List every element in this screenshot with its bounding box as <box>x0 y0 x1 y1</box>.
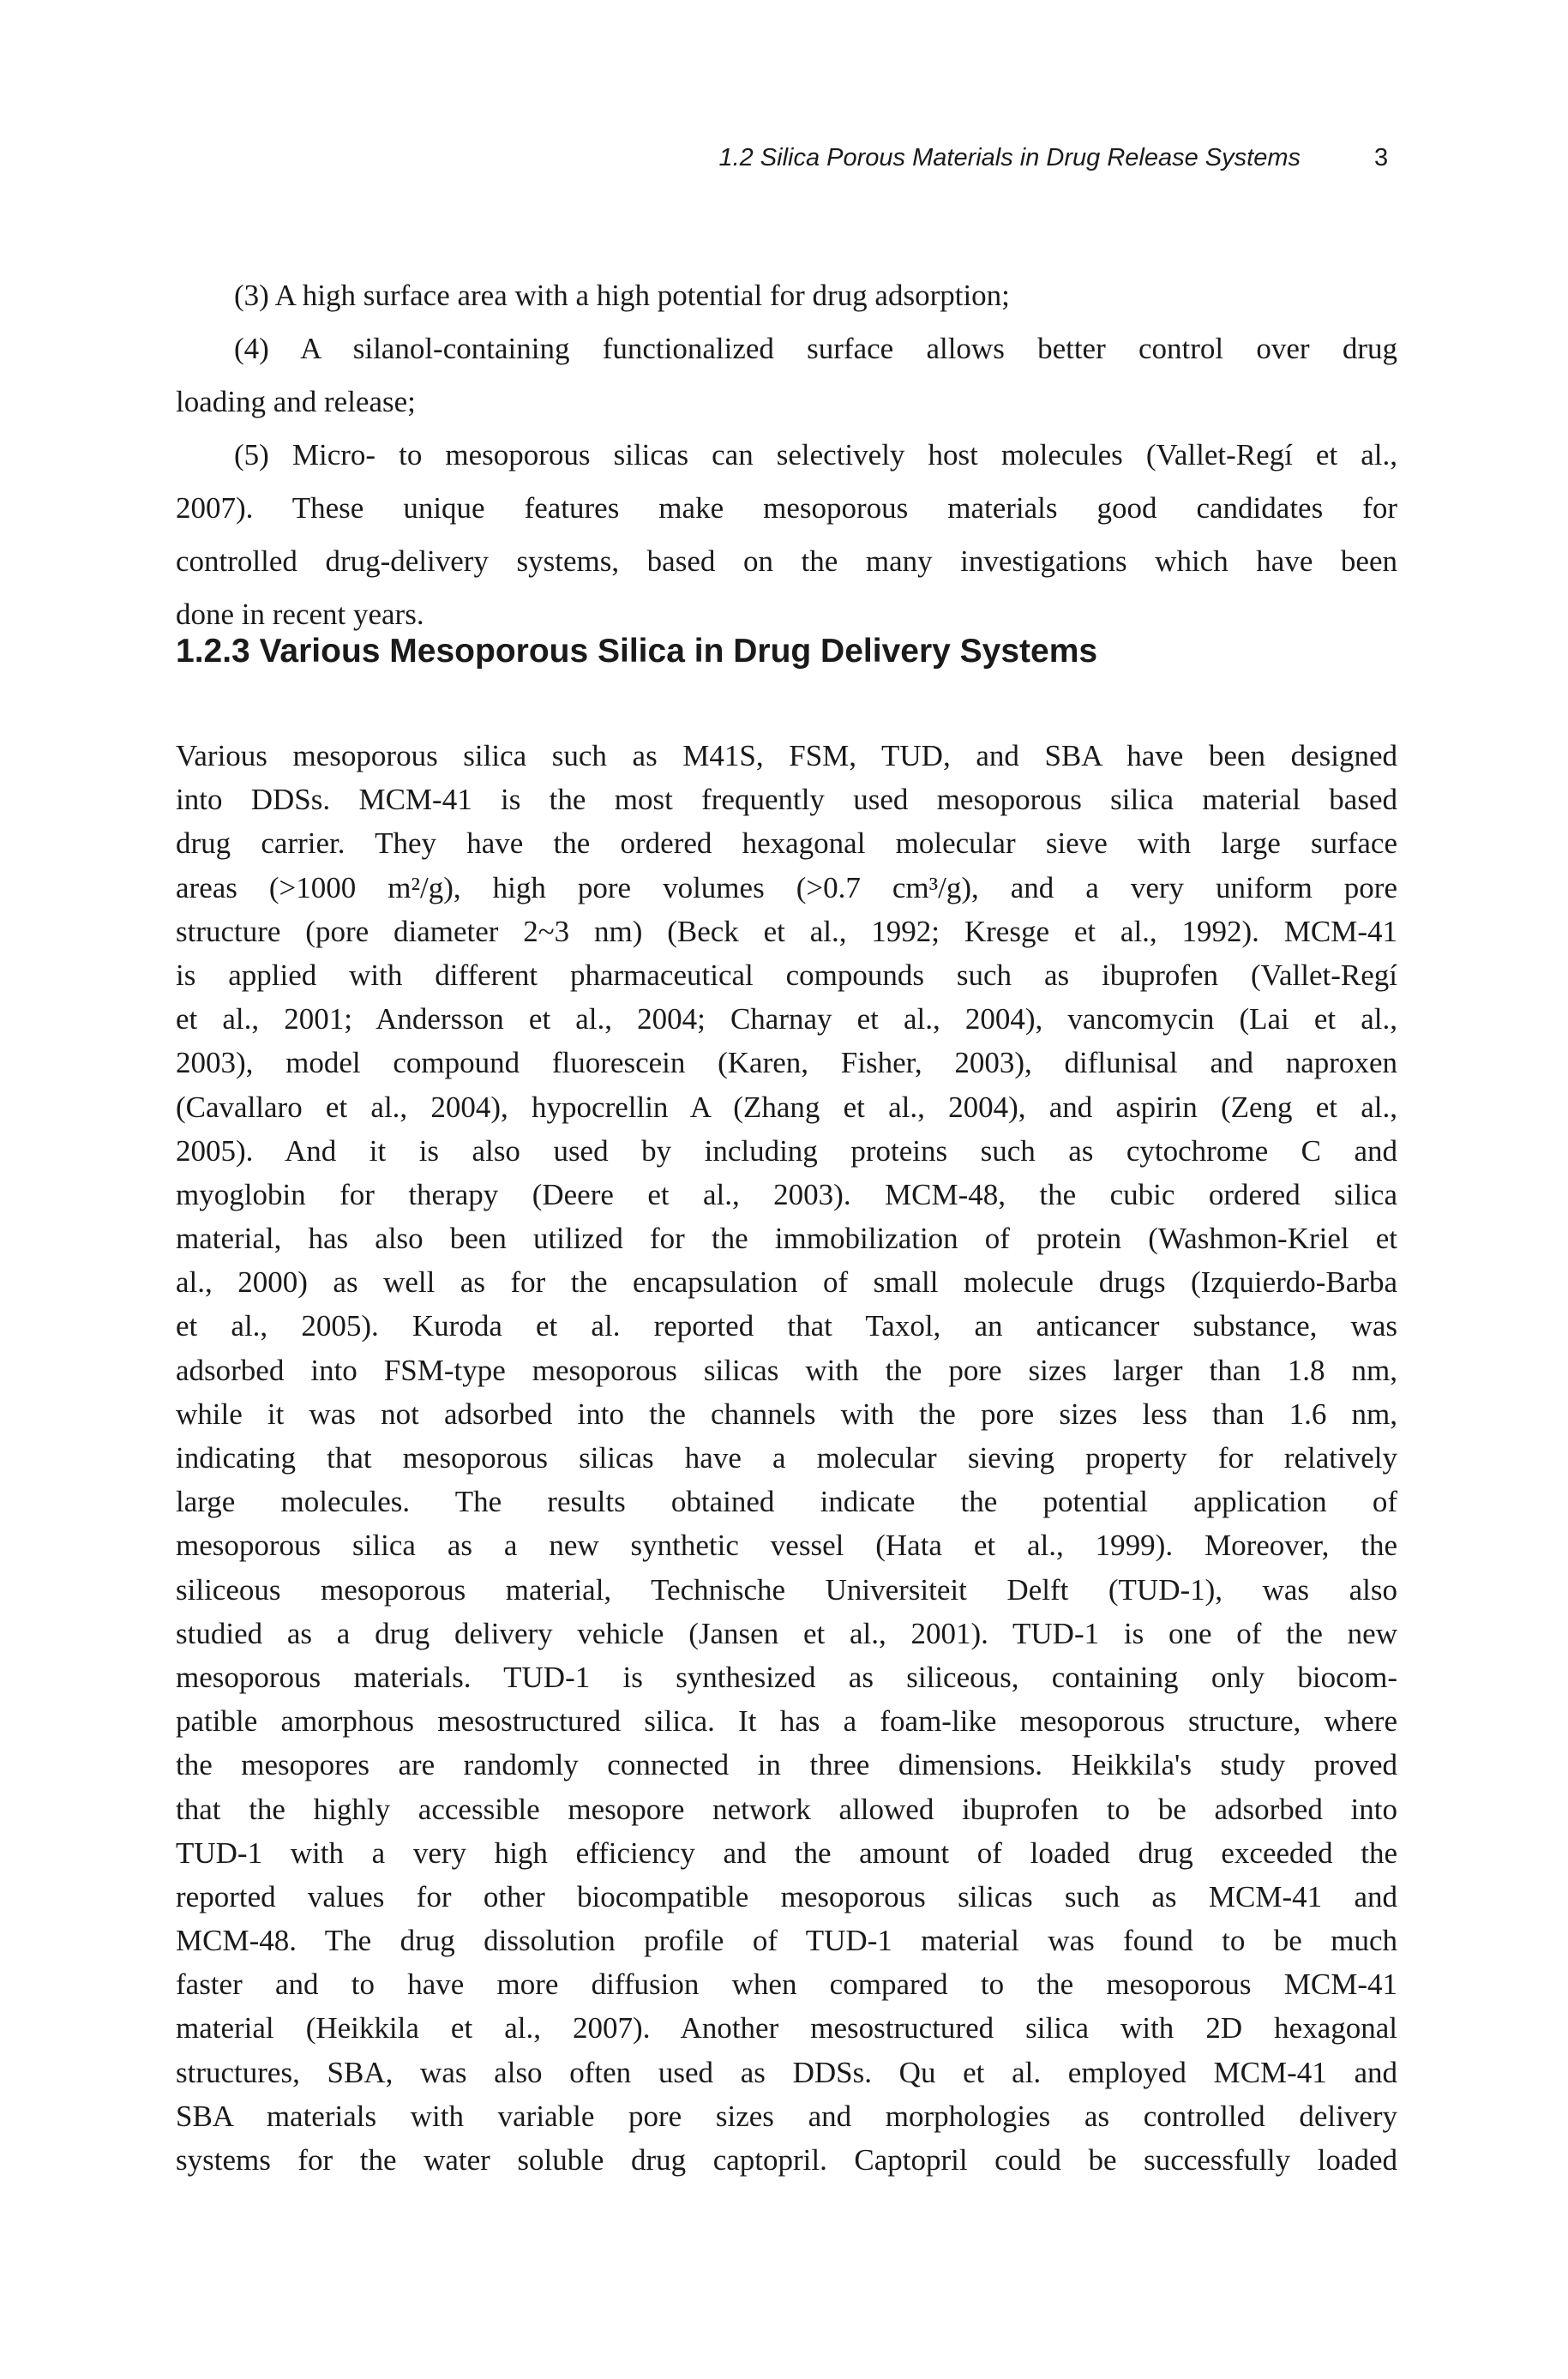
text-line: structures, SBA, was also often used as DDSs. Qu et al. employed MCM-41 and <box>176 2055 1397 2089</box>
text-line: large molecules. The results obtained indicate the potential application of <box>176 1485 1397 1519</box>
text-line: et al., 2001; Andersson et al., 2004; Charnay et al., 2004), vancomycin (Lai et al., <box>176 1002 1397 1036</box>
body-paragraph <box>176 734 1397 2182</box>
text-line: material, has also been utilized for the immobilization of protein (Washmon-Kriel et <box>176 1222 1397 1256</box>
text-line: myoglobin for therapy (Deere et al., 2003). MCM-48, the cubic ordered silica <box>176 1177 1397 1211</box>
text-line: 2007). These unique features make mesoporous materials good candidates for <box>176 491 1397 525</box>
text-line: into DDSs. MCM-41 is the most frequently used mesoporous silica material based <box>176 783 1397 817</box>
text-line: (5) Micro- to mesoporous silicas can selectively host molecules (Vallet-Regí et al., <box>234 438 1397 472</box>
text-line: indicating that mesoporous silicas have a molecular sieving property for relatively <box>176 1441 1397 1475</box>
text-line: areas (>1000 m²/g), high pore volumes (>0.7 cm³/g), and a very uniform pore <box>176 870 1397 904</box>
text-line: siliceous mesoporous material, Technische Universiteit Delft (TUD-1), was also <box>176 1572 1397 1607</box>
text-line: controlled drug-delivery systems, based on the many investigations which have been <box>176 544 1397 578</box>
text-line: patible amorphous mesostructured silica. It has a foam-like mesoporous structure, where <box>176 1704 1397 1739</box>
list-paragraphs <box>176 269 1397 641</box>
section-heading: 1.2.3 Various Mesoporous Silica in Drug Delivery Systems <box>176 633 1098 670</box>
text-line: faster and to have more diffusion when compared to the mesoporous MCM-41 <box>176 1967 1397 2002</box>
text-line: Various mesoporous silica such as M41S, FSM, TUD, and SBA have been designed <box>176 739 1397 772</box>
text-line: material (Heikkila et al., 2007). Another mesostructured silica with 2D hexagonal <box>176 2011 1397 2046</box>
text-line: mesoporous silica as a new synthetic vessel (Hata et al., 1999). Moreover, the <box>176 1529 1397 1563</box>
running-title: 1.2 Silica Porous Materials in Drug Release Systems <box>718 144 1301 171</box>
text-line: 2003), model compound fluorescein (Karen, Fisher, 2003), diflunisal and naproxen <box>176 1046 1397 1080</box>
text-line: while it was not adsorbed into the channels with the pore sizes less than 1.6 nm, <box>176 1397 1397 1431</box>
text-line: done in recent years. <box>176 598 424 631</box>
text-line: al., 2000) as well as for the encapsulation of small molecule drugs (Izquierdo-Barba <box>176 1265 1397 1300</box>
text-line: SBA materials with variable pore sizes and morphologies as controlled delivery <box>176 2099 1397 2133</box>
text-line: reported values for other biocompatible mesoporous silicas such as MCM-41 and <box>176 1879 1397 1913</box>
text-line: (Cavallaro et al., 2004), hypocrellin A (Zhang et al., 2004), and aspirin (Zeng et al., <box>176 1090 1397 1124</box>
text-line: systems for the water soluble drug captopril. Captopril could be successfully loaded <box>176 2143 1397 2177</box>
text-line: the mesopores are randomly connected in three dimensions. Heikkila's study proved <box>176 1748 1397 1782</box>
text-line: is applied with different pharmaceutical compounds such as ibuprofen (Vallet-Regí <box>176 958 1397 992</box>
text-line: (3) A high surface area with a high potential for drug adsorption; <box>234 279 1010 312</box>
text-line: that the highly accessible mesopore network allowed ibuprofen to be adsorbed into <box>176 1792 1397 1826</box>
text-line: MCM-48. The drug dissolution profile of TUD-1 material was found to be much <box>176 1924 1397 1958</box>
text-line: et al., 2005). Kuroda et al. reported that Taxol, an anticancer substance, was <box>176 1309 1397 1343</box>
text-line: studied as a drug delivery vehicle (Jansen et al., 2001). TUD-1 is one of the new <box>176 1616 1397 1650</box>
text-line: mesoporous materials. TUD-1 is synthesized as siliceous, containing only biocom- <box>176 1660 1397 1694</box>
text-line: structure (pore diameter 2~3 nm) (Beck et al., 1992; Kresge et al., 1992). MCM-41 <box>176 914 1397 948</box>
text-line: 2005). And it is also used by including proteins such as cytochrome C and <box>176 1133 1397 1168</box>
text-line: TUD-1 with a very high efficiency and the amount of loaded drug exceeded the <box>176 1835 1397 1870</box>
running-header <box>0 144 1568 178</box>
page-number: 3 <box>1374 144 1389 171</box>
text-line: adsorbed into FSM-type mesoporous silicas with the pore sizes larger than 1.8 nm, <box>176 1353 1397 1387</box>
text-line: loading and release; <box>176 385 416 418</box>
text-line: drug carrier. They have the ordered hexagonal molecular sieve with large surface <box>176 826 1397 861</box>
text-line: (4) A silanol-containing functionalized surface allows better control over drug <box>234 332 1397 365</box>
